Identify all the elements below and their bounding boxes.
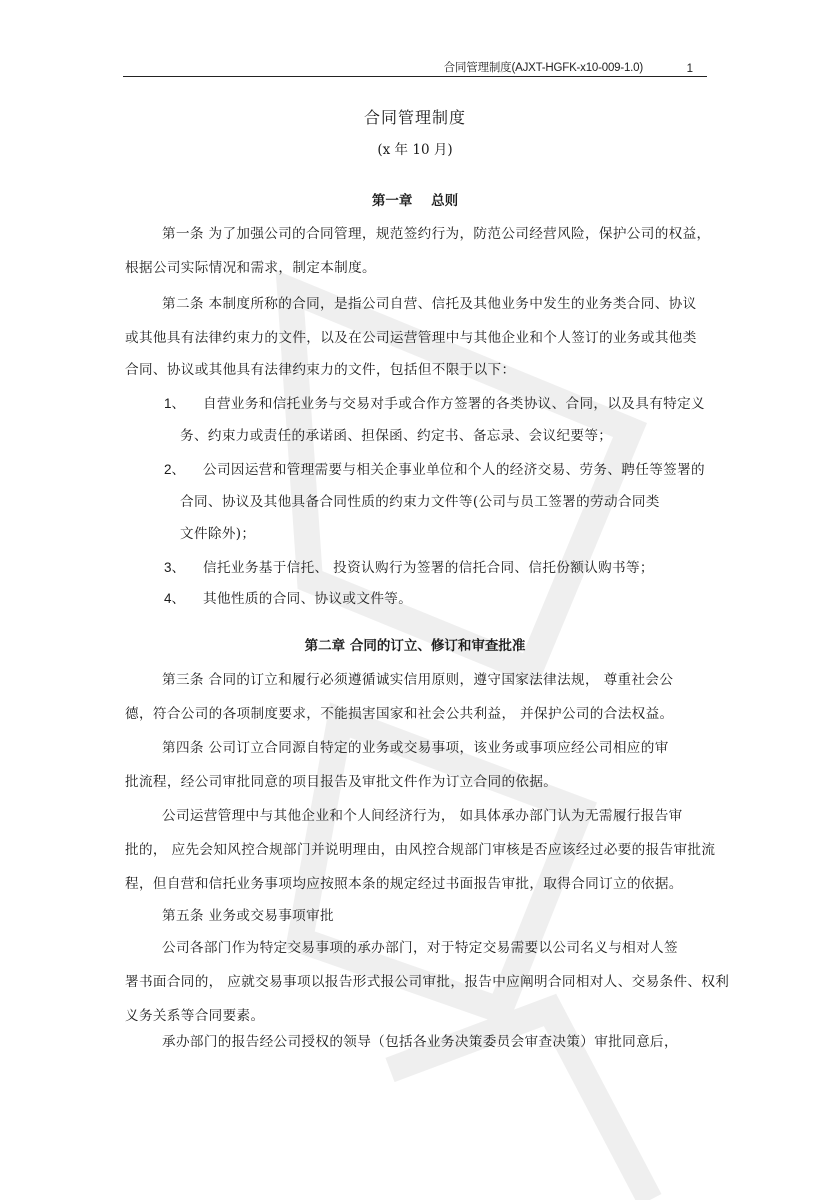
- article-5-p2-line: 承办部门的报告经公司授权的领导（包括各业务决策委员会审查决策）审批同意后，: [162, 1034, 678, 1050]
- article-5-line: 义务关系等合同要素。: [125, 1008, 265, 1024]
- article-2-line: 第二条 本制度所称的合同，是指公司自营、信托及其他业务中发生的业务类合同、协议: [162, 296, 697, 312]
- list-item-line: 公司因运营和管理需要与相关企事业单位和个人的经济交易、劳务、聘任等签署的: [203, 462, 705, 478]
- article-4-line: 第四条 公司订立合同源自特定的业务或交易事项，该业务或事项应经公司相应的审: [162, 740, 669, 756]
- document-title: 合同管理制度: [363, 108, 466, 127]
- article-2-line: 合同、协议或其他具有法律约束力的文件，包括但不限于以下：: [125, 362, 516, 378]
- page-number: 1: [686, 63, 693, 75]
- article-5-line: 署书面合同的， 应就交易事项以报告形式报公司审批，报告中应阐明合同相对人、交易条件、权利: [125, 974, 730, 990]
- list-item-line: 文件除外)；: [180, 526, 256, 542]
- article-3-line: 第三条 合同的订立和履行必须遵循诚实信用原则，遵守国家法律法规， 尊重社会公: [162, 672, 674, 688]
- article-4-p2-line: 批的， 应先会知风控合规部门并说明理由，由风控合规部门审核是否应该经过必要的报告审批流: [125, 842, 716, 858]
- list-item-number: 2、: [164, 462, 186, 477]
- list-item-line: 信托业务基于信托、 投资认购行为签署的信托合同、信托份额认购书等；: [203, 560, 654, 576]
- article-5-line: 公司各部门作为特定交易事项的承办部门，对于特定交易需要以公司名义与相对人签: [162, 940, 678, 956]
- list-item-number: 3、: [164, 560, 186, 575]
- article-4-p2-line: 公司运营管理中与其他企业和个人间经济行为， 如具体承办部门认为无需履行报告审: [162, 808, 683, 824]
- chapter-2-heading: 第二章 合同的订立、修订和审查批准: [304, 638, 526, 654]
- chapter-1-heading: 第一章 总则: [371, 193, 459, 209]
- running-header: [123, 60, 707, 77]
- list-item-number: 4、: [164, 591, 186, 606]
- document-date: (x 年 10 月): [377, 142, 453, 158]
- header-title: 合同管理制度(AJXT-HGFK-x10-009-1.0): [443, 62, 643, 74]
- article-3-line: 德，符合公司的各项制度要求，不能损害国家和社会公共利益， 并保护公司的合法权益。: [125, 706, 674, 722]
- article-4-p2-line: 程，但自营和信托业务事项均应按照本条的规定经过书面报告审批，取得合同订立的依据。: [125, 876, 683, 892]
- article-4-line: 批流程，经公司审批同意的项目报告及审批文件作为订立合同的依据。: [125, 774, 558, 790]
- article-1-line: 第一条 为了加强公司的合同管理，规范签约行为，防范公司经营风险，保护公司的权益，: [162, 226, 711, 242]
- article-5-title: 第五条 业务或交易事项审批: [162, 908, 334, 924]
- list-item-line: 其他性质的合同、协议或文件等。: [203, 591, 413, 607]
- list-item-line: 务、约束力或责任的承诺函、担保函、约定书、备忘录、会议纪要等；: [180, 428, 613, 444]
- list-item-number: 1、: [164, 396, 186, 411]
- article-2-line: 或其他具有法律约束力的文件，以及在公司运营管理中与其他企业和个人签订的业务或其他类: [125, 330, 697, 346]
- list-item-line: 自营业务和信托业务与交易对手或合作方签署的各类协议、合同，以及具有特定义: [203, 396, 705, 412]
- article-1-line: 根据公司实际情况和需求，制定本制度。: [125, 260, 376, 276]
- list-item-line: 合同、协议及其他具备合同性质的约束力文件等(公司与员工签署的劳动合同类: [180, 494, 660, 510]
